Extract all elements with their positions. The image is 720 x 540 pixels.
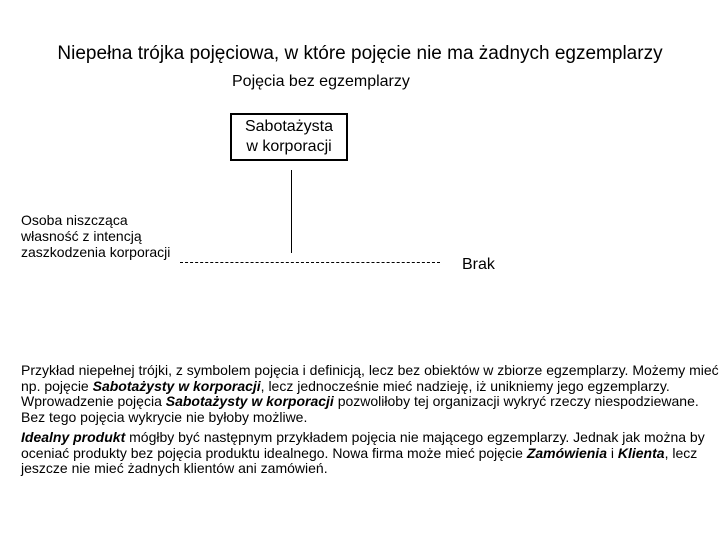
text-run: , lecz jeszcze nie mieć żadnych klientów ani zamówień.	[21, 444, 698, 476]
concept-label-line2: w korporacji	[246, 138, 332, 155]
emphasized-term: Klienta	[617, 444, 665, 461]
slide-subtitle: Pojęcia bez egzemplarzy	[232, 73, 410, 90]
extension-label: Brak	[462, 256, 495, 273]
emphasized-term: Zamówienia	[526, 444, 607, 461]
triangle-dashed-base-line	[180, 262, 440, 264]
concept-label-line1: Sabotażysta	[244, 118, 334, 135]
description-text	[21, 363, 720, 477]
emphasized-term: Idealny produkt	[21, 429, 126, 445]
definition-label: Osoba niszcząca własność z intencją zaszkodzenia korporacji	[21, 212, 171, 260]
concept-symbol-box	[230, 113, 348, 161]
text-run: i	[606, 444, 618, 461]
description-paragraph-2	[21, 430, 720, 477]
text-run: , lecz jednocześnie mieć nadzieję, iż unikniemy jego egzemplarzy. Wprowadzenie pojęcia	[21, 377, 670, 409]
emphasized-term: Sabotażysty w korporacji	[92, 377, 261, 394]
concept-label	[245, 117, 333, 157]
emphasized-term: Sabotażysty w korporacji	[165, 393, 334, 409]
text-run: Przykład niepełnej trójki, z symbolem pojęcia i definicją, lecz bez obiektów w zbiorze egzemplarzy. Możemy mieć np. pojęcie	[21, 362, 719, 394]
triangle-vertical-line	[291, 170, 292, 253]
text-run: mógłby być następnym przykładem pojęcia nie mającego egzemplarzy. Jednak jak można by oceniać produkty bez pojęcia produktu idealnego. Nowa firma może mieć pojęcie	[21, 429, 705, 461]
text-run: pozwoliłoby tej organizacji wykryć rzeczy niespodziewane. Bez tego pojęcia wykrycie nie byłoby możliwe.	[21, 393, 699, 425]
slide-title: Niepełna trójka pojęciowa, w które pojęcie nie ma żadnych egzemplarzy	[57, 43, 663, 64]
description-paragraph-1	[21, 363, 720, 425]
